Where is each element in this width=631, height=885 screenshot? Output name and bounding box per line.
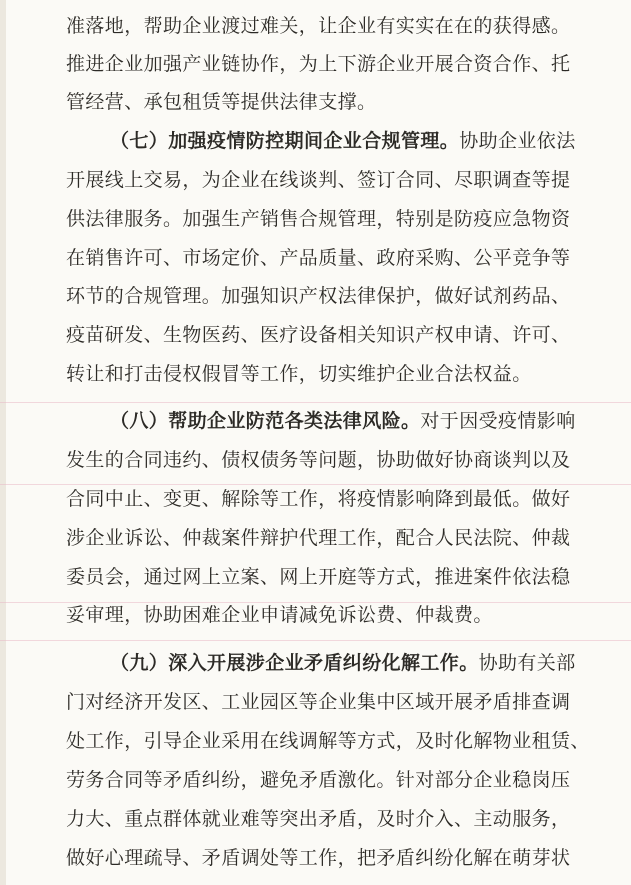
text-segment: 妥审理，协助困难企业申请减免诉讼费、仲裁费。	[66, 604, 493, 626]
text-line	[66, 90, 631, 114]
text-segment: 委员会，通过网上立案、网上开庭等方式，推进案件依法稳	[66, 566, 571, 588]
text-line	[66, 168, 631, 192]
text-line	[66, 246, 631, 270]
text-line	[66, 284, 631, 308]
text-segment: 对于因受疫情影响	[420, 410, 576, 432]
text-segment: 开展线上交易，为企业在线谈判、签订合同、尽职调查等提	[66, 169, 571, 191]
text-segment: 准落地，帮助企业渡过难关，让企业有实实在在的获得感。	[66, 15, 571, 37]
text-line	[66, 448, 631, 472]
text-segment: 做好心理疏导、矛盾调处等工作，把矛盾纠纷化解在萌芽状	[66, 847, 571, 869]
text-line	[66, 729, 631, 753]
text-line	[66, 487, 631, 511]
text-segment: 力大、重点群体就业难等突出矛盾，及时介入、主动服务，	[66, 808, 571, 830]
paper-line	[0, 602, 631, 603]
scan-edge-shadow	[0, 0, 6, 885]
text-segment: 涉企业诉讼、仲裁案件辩护代理工作，配合人民法院、仲裁	[66, 527, 571, 549]
text-line	[66, 323, 631, 347]
text-segment: 门对经济开发区、工业园区等企业集中区域开展矛盾排查调	[66, 691, 571, 713]
text-line	[66, 526, 631, 550]
paper-line	[0, 640, 631, 641]
text-line	[110, 129, 631, 153]
text-line	[66, 362, 631, 386]
text-line	[66, 768, 631, 792]
text-line	[110, 651, 631, 675]
text-segment: 在销售许可、市场定价、产品质量、政府采购、公平竞争等	[66, 247, 571, 269]
text-segment: 合同中止、变更、解除等工作，将疫情影响降到最低。做好	[66, 488, 571, 510]
text-segment: 推进企业加强产业链协作，为上下游企业开展合资合作、托	[66, 53, 571, 75]
section-heading: （七）加强疫情防控期间企业合规管理。	[110, 130, 460, 152]
paper-line	[0, 402, 631, 403]
text-line	[66, 846, 631, 870]
section-heading: （八）帮助企业防范各类法律风险。	[110, 410, 421, 432]
text-segment: 供法律服务。加强生产销售合规管理，特别是防疫应急物资	[66, 208, 571, 230]
text-line	[110, 409, 631, 433]
text-segment: 疫苗研发、生物医药、医疗设备相关知识产权申请、许可、	[66, 324, 571, 346]
text-segment: 协助企业依法	[459, 130, 576, 152]
text-segment: 转让和打击侵权假冒等工作，切实维护企业合法权益。	[66, 363, 532, 385]
text-segment: 发生的合同违约、债权债务等问题，协助做好协商谈判以及	[66, 449, 571, 471]
text-line	[66, 690, 631, 714]
section-heading: （九）深入开展涉企业矛盾纠纷化解工作。	[110, 652, 479, 674]
text-segment: 协助有关部	[478, 652, 576, 674]
text-line	[66, 807, 631, 831]
text-line	[66, 207, 631, 231]
paper-line	[0, 484, 631, 485]
text-line	[66, 52, 631, 76]
text-segment: 环节的合规管理。加强知识产权法律保护，做好试剂药品、	[66, 285, 571, 307]
text-segment: 处工作，引导企业采用在线调解等方式，及时化解物业租赁、	[66, 730, 590, 752]
text-line	[66, 14, 631, 38]
text-segment: 劳务合同等矛盾纠纷，避免矛盾激化。针对部分企业稳岗压	[66, 769, 571, 791]
text-line	[66, 603, 631, 627]
text-segment: 管经营、承包租赁等提供法律支撑。	[66, 91, 377, 113]
text-line	[66, 565, 631, 589]
